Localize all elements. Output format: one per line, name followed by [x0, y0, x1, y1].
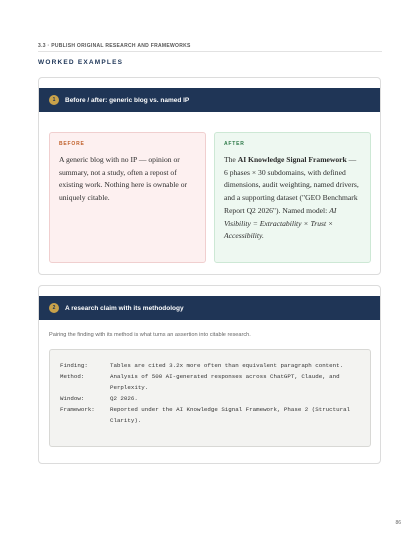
code-row-window	[60, 393, 360, 404]
example-card-2	[38, 285, 381, 464]
example-2-title: A research claim with its methodology	[65, 304, 184, 312]
after-panel	[214, 132, 371, 263]
example-1-number-badge: 1	[49, 95, 59, 105]
code-row-method	[60, 371, 360, 393]
example-1-title: Before / after: generic blog vs. named IP	[65, 96, 190, 104]
page-number: 86	[395, 520, 401, 526]
after-text	[224, 154, 361, 243]
example-2-header	[39, 296, 380, 320]
example-2-intro: Pairing the finding with its method is what turns an assertion into citable research.	[49, 332, 251, 338]
running-head: 3.3 · PUBLISH ORIGINAL RESEARCH AND FRAMEWORKS	[38, 43, 191, 49]
example-1-header	[39, 88, 380, 112]
before-label: BEFORE	[59, 141, 85, 147]
after-label: AFTER	[224, 141, 245, 147]
example-card-1	[38, 77, 381, 275]
code-key: Window:	[60, 395, 85, 402]
code-key: Finding:	[60, 362, 88, 369]
after-text-lead: The	[224, 155, 238, 164]
code-value: Tables are cited 3.2x more often than equivalent paragraph content.	[110, 362, 344, 369]
section-title: WORKED EXAMPLES	[38, 59, 124, 66]
code-value: Q2 2026.	[110, 395, 138, 402]
before-panel	[49, 132, 206, 263]
before-text: A generic blog with no IP — opinion or summary, not a study, often a repost of existing work. Nothing here is ownable or uniquely citable.	[59, 155, 188, 203]
example-2-number-badge: 2	[49, 303, 59, 313]
after-text-body: — 6 phases × 30 subdomains, with defined dimensions, audit weighting, named drivers, and a supporting dataset ("GEO Benchmark Report Q2 2026"). Named model:	[224, 155, 359, 215]
methodology-code-block	[49, 349, 371, 447]
code-value: Reported under the AI Knowledge Signal Framework, Phase 2 (Structural Clarity).	[110, 406, 351, 424]
header-divider	[38, 51, 382, 52]
code-row-framework	[60, 404, 360, 426]
code-key: Method:	[60, 373, 85, 380]
code-key: Framework:	[60, 406, 95, 413]
after-framework-name: AI Knowledge Signal Framework	[237, 155, 347, 164]
after-named-model: AI Visibility = Extractability × Trust × Accessibility.	[224, 205, 337, 241]
code-value: Analysis of 500 AI-generated responses across ChatGPT, Claude, and Perplexity.	[110, 373, 340, 391]
code-row-finding	[60, 360, 360, 371]
